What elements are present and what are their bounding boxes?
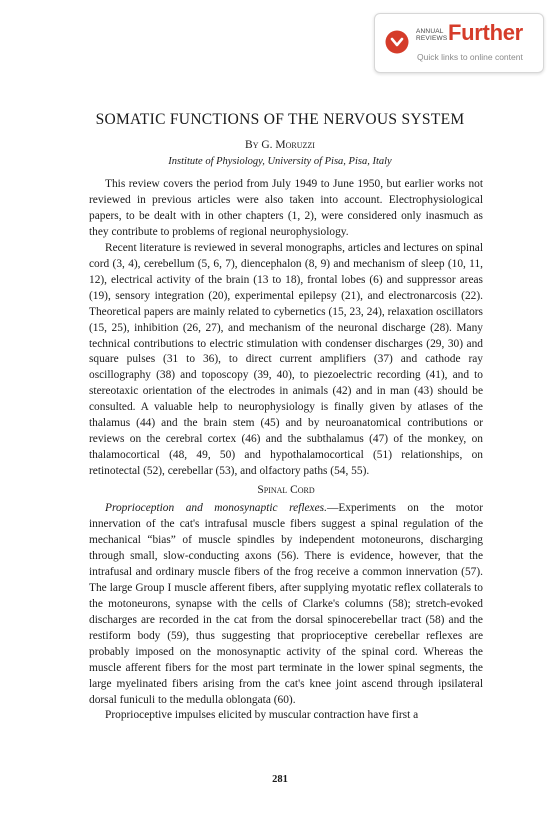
badge-small-text: ANNUAL REVIEWS — [416, 28, 448, 42]
article-affiliation: Institute of Physiology, University of Pisa, Pisa, Italy — [168, 156, 392, 167]
article-body — [89, 177, 483, 724]
paragraph-literature: Recent literature is reviewed in several monographs, articles and lectures on spinal cord (3, 4), cerebellum (5, 6, 7), diencephalon (8, 9) and mechanism of sleep (10, 11, 12), electrical activity of the brain (13 to 18), frontal lobes (6) and suppressor areas (19), sensory integration (20), experimental epilepsy (21), and electronarcosis (22). Theoretical papers are mainly related to cybernetics (15, 23, 24), relaxation oscillators (15, 25), inhibition (26, 27), and mechanism of the neuronal discharge (28). Many technical contributions to electric stimulation with condenser discharges (29, 30) and square pulses (31 to 36), to direct current amplifiers (37) and cathode ray oscillography (38) and toposcopy (39, 40), to piezoelectric recording (41), and to stereotaxic orientation of the electrodes in animals (42) and in man (43) should be consulted. A valuable help to neurophysiology is finally given by atlases of the thalamus (44) and the brain stem (45) and by neuroanatomical contributions or reviews on the cerebral cortex (46) and the subthalamus (47) of the monkey, on thalamocortical (48, 49, 50) and hypothalamocortical (51) relationships, on retinotectal (52), cerebellar (53), and olfactory paths (54, 55). — [89, 241, 483, 478]
badge-subtitle: Quick links to online content — [417, 52, 523, 62]
badge-brand: Further — [448, 20, 523, 45]
annual-reviews-logo-icon — [385, 30, 409, 54]
paragraph-proprioception-text: —Experiments on the motor innervation of the cat's intrafusal muscle fibers suggest a spinal regulation of the mechanical “bias” of muscle spindles by independent motoneurons, discharging through small, slow-conducting axons (56). There is evidence, however, that the intrafusal and ordinary muscle fibers of the frog receive a common innervation (57). The large Group I muscle afferent fibers, after supplying myotatic reflex collaterals to the motoneurons, synapse with the cells of Clarke's columns (58); stretch-evoked discharges are recorded in the cat from the dorsal spinocerebellar tract (58) and the restiform body (59), thus suggesting that proprioceptive cerebellar reflexes are probably imposed on the monosynaptic activity of the spinal cord. Whereas the muscle afferent fibers for the most part terminate in the lower spinal segments, the large myelinated fibers arising from the cat's knee joint ascend through ipsilateral dorsal funiculi to the medulla oblongata (60). — [89, 502, 483, 706]
paragraph-intro: This review covers the period from July 1949 to June 1950, but earlier works not reviewed in previous articles were also taken into account. Electrophysiological papers, to be dealt with in other chapters (1, 2), were considered only inasmuch as they contribute to problems of regional neurophysiology. — [89, 178, 483, 238]
annual-reviews-further-badge[interactable] — [374, 13, 544, 73]
article-title: SOMATIC FUNCTIONS OF THE NERVOUS SYSTEM — [95, 111, 465, 128]
page-number: 281 — [272, 774, 288, 785]
subsection-runin-heading: Proprioception and monosynaptic reflexes. — [105, 502, 327, 515]
section-heading: Spinal Cord — [257, 484, 315, 497]
article-byline: By G. Moruzzi — [245, 139, 315, 151]
paragraph-proprioceptive-impulses: Proprioceptive impulses elicited by muscular contraction have first a — [105, 709, 419, 722]
paragraph-proprioception — [89, 501, 483, 708]
